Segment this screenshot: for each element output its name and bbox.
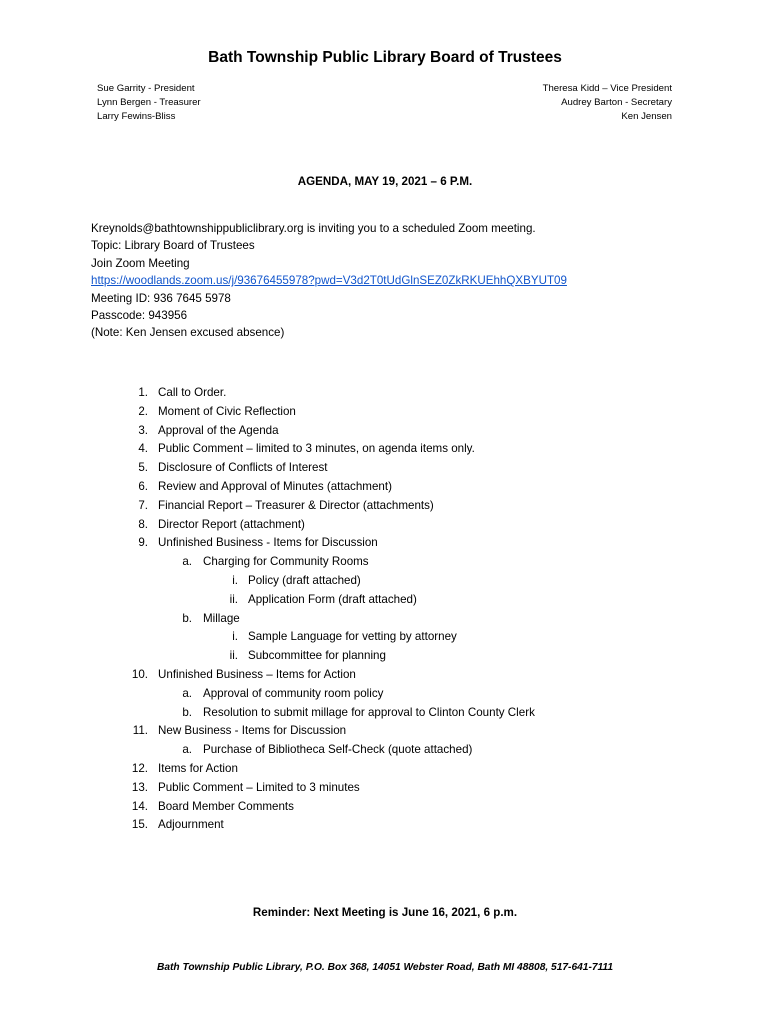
item-number: 5. <box>138 461 148 475</box>
agenda-item <box>0 666 770 685</box>
item-number: ii. <box>229 592 238 606</box>
agenda-item <box>0 440 770 459</box>
agenda-item <box>0 384 770 403</box>
zoom-meeting-id: Meeting ID: 936 7645 5978 <box>91 291 231 305</box>
item-text: Purchase of Bibliotheca Self-Check (quote attached) <box>203 743 473 757</box>
item-number: 14. <box>131 799 148 813</box>
item-text: Board Member Comments <box>158 799 294 813</box>
item-number: a. <box>182 555 192 569</box>
item-text: Public Comment – Limited to 3 minutes <box>158 780 360 794</box>
item-number: 10. <box>131 667 148 681</box>
item-number: 3. <box>138 423 148 437</box>
item-text: Unfinished Business - Items for Discussion <box>158 536 378 550</box>
item-text: Application Form (draft attached) <box>248 592 417 606</box>
officer-secretary: Audrey Barton - Secretary <box>561 97 672 108</box>
item-text: Call to Order. <box>158 386 227 399</box>
item-text: Approval of the Agenda <box>158 423 279 437</box>
officer-treasurer: Lynn Bergen - Treasurer <box>97 97 201 108</box>
item-number: a. <box>182 686 192 700</box>
agenda-item <box>0 798 770 817</box>
item-number: 8. <box>138 517 148 531</box>
item-number: a. <box>182 743 192 757</box>
agenda-subsubitem <box>0 628 770 647</box>
item-number: 2. <box>138 404 148 418</box>
item-number: 12. <box>131 761 148 775</box>
item-number: 7. <box>138 498 148 512</box>
agenda-subsubitem <box>0 591 770 610</box>
agenda-item <box>0 722 770 741</box>
item-number: 4. <box>138 442 148 456</box>
next-meeting-reminder: Reminder: Next Meeting is June 16, 2021, 6 p.m. <box>252 906 518 919</box>
officer-president: Sue Garrity - President <box>97 83 195 94</box>
agenda-subitem <box>0 610 770 629</box>
item-text: Millage <box>203 611 240 625</box>
item-text: Adjournment <box>158 818 224 832</box>
agenda-item <box>0 816 770 835</box>
item-number: 9. <box>138 536 148 550</box>
officer-trustee: Larry Fewins-Bliss <box>97 111 176 122</box>
item-text: Public Comment – limited to 3 minutes, on agenda items only. <box>158 442 475 456</box>
zoom-info <box>91 220 567 342</box>
item-number: 6. <box>138 479 148 493</box>
agenda-item <box>0 779 770 798</box>
officers-right <box>543 82 672 124</box>
zoom-link[interactable]: https://woodlands.zoom.us/j/93676455978?pwd=V3d2T0tUdGlnSEZ0ZkRKUEhhQXBYUT09 <box>91 274 567 288</box>
item-text: Approval of community room policy <box>203 686 384 700</box>
item-text: Unfinished Business – Items for Action <box>158 667 356 681</box>
library-address-footer: Bath Township Public Library, P.O. Box 368, 14051 Webster Road, Bath MI 48808, 517-641-7111 <box>157 962 613 973</box>
item-text: Disclosure of Conflicts of Interest <box>158 461 328 475</box>
agenda-subsubitem <box>0 647 770 666</box>
absence-note: (Note: Ken Jensen excused absence) <box>91 326 285 340</box>
agenda-subsubitem <box>0 572 770 591</box>
item-number: i. <box>232 573 238 587</box>
agenda-item <box>0 478 770 497</box>
agenda-subitem <box>0 685 770 704</box>
officer-trustee: Ken Jensen <box>621 111 672 122</box>
item-text: Charging for Community Rooms <box>203 555 369 569</box>
agenda-item <box>0 459 770 478</box>
agenda-subitem <box>0 704 770 723</box>
agenda-item <box>0 516 770 535</box>
item-number: b. <box>182 611 192 625</box>
item-text: Review and Approval of Minutes (attachment) <box>158 479 392 493</box>
officer-vice-president: Theresa Kidd – Vice President <box>542 83 672 94</box>
zoom-passcode: Passcode: 943956 <box>91 309 188 323</box>
item-text: Moment of Civic Reflection <box>158 404 296 418</box>
item-number: 15. <box>131 818 148 832</box>
item-number: ii. <box>229 649 238 663</box>
zoom-join: Join Zoom Meeting <box>91 256 190 270</box>
agenda-item <box>0 534 770 553</box>
item-number: i. <box>232 630 238 644</box>
item-text: Financial Report – Treasurer & Director (attachments) <box>158 498 434 512</box>
item-text: New Business - Items for Discussion <box>158 724 347 738</box>
agenda-subitem <box>0 741 770 760</box>
agenda-subitem <box>0 553 770 572</box>
zoom-topic: Topic: Library Board of Trustees <box>91 239 255 253</box>
zoom-invite: Kreynolds@bathtownshippubliclibrary.org is inviting you to a scheduled Zoom meeting. <box>91 222 536 235</box>
item-text: Resolution to submit millage for approval to Clinton County Clerk <box>203 705 535 719</box>
item-text: Director Report (attachment) <box>158 517 305 531</box>
item-text: Items for Action <box>158 761 238 775</box>
item-text: Policy (draft attached) <box>248 573 361 587</box>
item-number: b. <box>182 705 192 719</box>
item-number: 1. <box>138 386 148 399</box>
item-number: 13. <box>131 780 148 794</box>
agenda-heading: AGENDA, MAY 19, 2021 – 6 P.M. <box>297 175 473 188</box>
page-title: Bath Township Public Library Board of Trustees <box>208 49 562 66</box>
item-number: 11. <box>132 724 148 738</box>
agenda-item <box>0 497 770 516</box>
agenda-item <box>0 403 770 422</box>
agenda-item <box>0 760 770 779</box>
agenda-list <box>0 384 770 835</box>
item-text: Subcommittee for planning <box>248 649 386 663</box>
officers-left <box>97 82 201 124</box>
item-text: Sample Language for vetting by attorney <box>248 630 457 644</box>
agenda-item <box>0 422 770 441</box>
